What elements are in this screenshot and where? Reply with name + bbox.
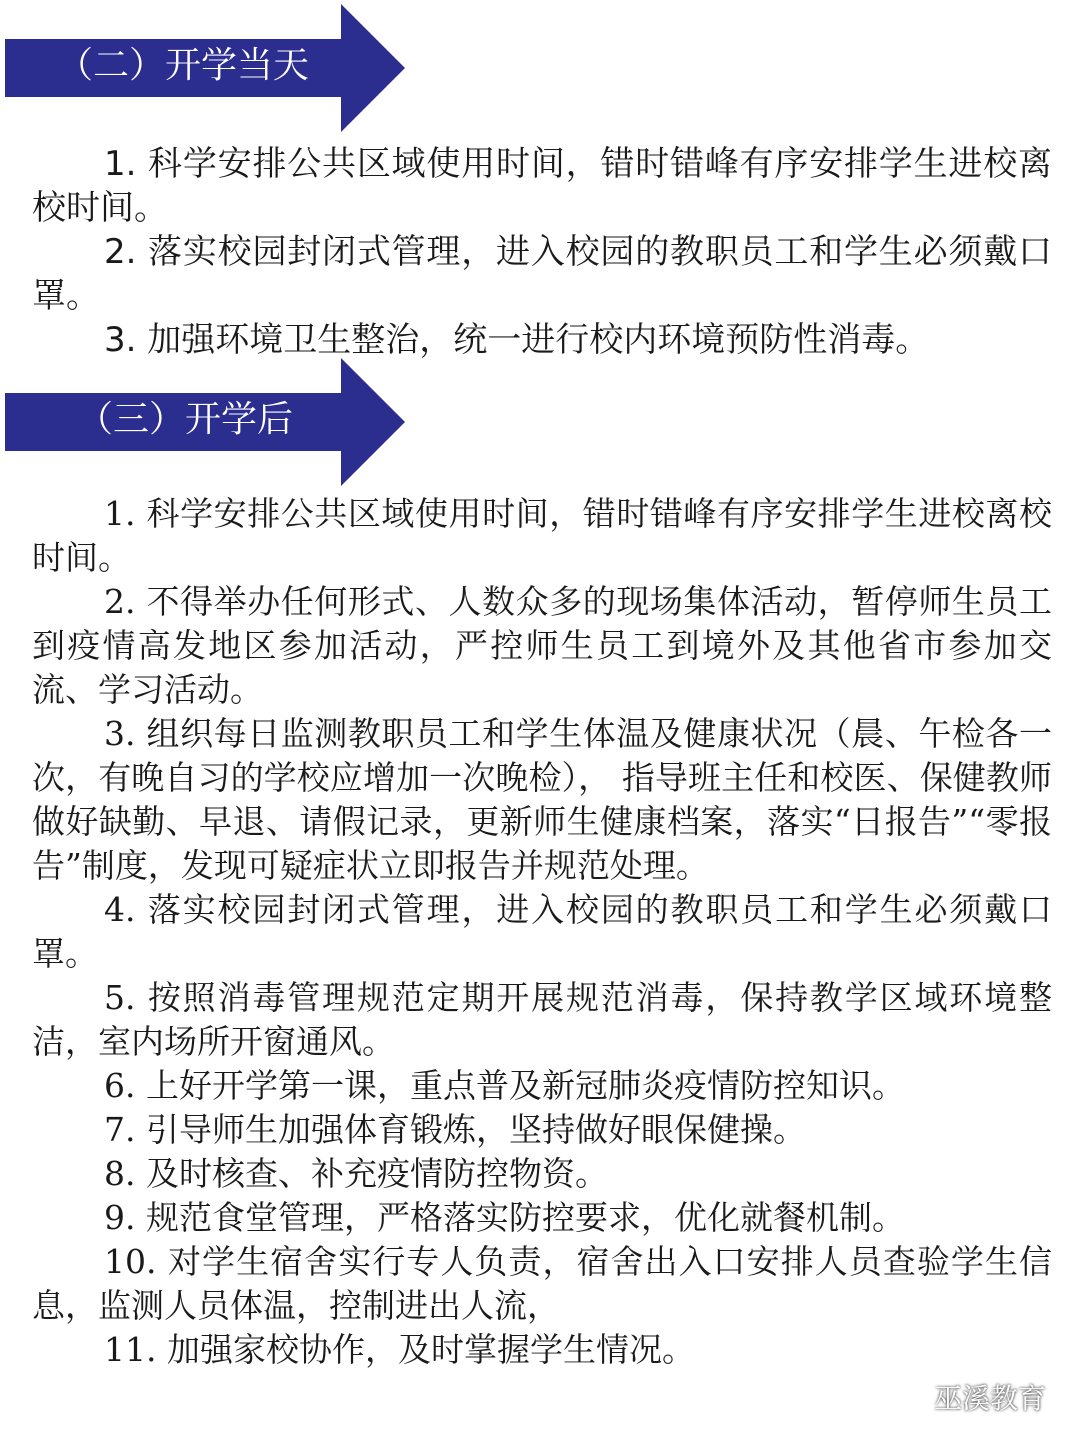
list-item: 2. 落实校园封闭式管理，进入校园的教职员工和学生必须戴口罩。	[32, 232, 1052, 316]
list-item: 8. 及时核查、补充疫情防控物资。	[104, 1154, 608, 1193]
list-item: 10. 对学生宿舍实行专人负责，宿舍出入口安排人员查验学生信息，监测人员体温，控制进出人流，	[32, 1242, 1052, 1325]
banner-title: （二）开学当天	[57, 45, 310, 86]
wechat-icon	[892, 1379, 926, 1416]
watermark-text: 巫溪教育	[933, 1382, 1046, 1415]
section-banner-after-opening	[5, 358, 405, 486]
list-item: 6. 上好开学第一课，重点普及新冠肺炎疫情防控知识。	[104, 1066, 905, 1105]
list-item: 4. 落实校园封闭式管理，进入校园的教职员工和学生必须戴口罩。	[32, 890, 1052, 973]
watermark	[892, 1377, 1046, 1417]
opening-day-list	[32, 142, 1052, 362]
list-item: 11. 加强家校协作，及时掌握学生情况。	[104, 1330, 695, 1369]
list-item: 3. 加强环境卫生整治，统一进行校内环境预防性消毒。	[104, 320, 930, 360]
list-item: 1. 科学安排公共区域使用时间，错时错峰有序安排学生进校离校时间。	[32, 494, 1052, 577]
list-item: 1. 科学安排公共区域使用时间，错时错峰有序安排学生进校离校时间。	[32, 144, 1052, 228]
section-banner-opening-day	[5, 4, 405, 132]
list-item: 7. 引导师生加强体育锻炼，坚持做好眼保健操。	[104, 1110, 806, 1149]
list-item: 5. 按照消毒管理规范定期开展规范消毒，保持教学区域环境整洁，室内场所开窗通风。	[32, 978, 1052, 1061]
banner-title: （三）开学后	[77, 399, 294, 440]
after-opening-list	[32, 492, 1052, 1372]
list-item: 2. 不得举办任何形式、人数众多的现场集体活动，暂停师生员工到疫情高发地区参加活动，严控师生员工到境外及其他省市参加交流、学习活动。	[32, 582, 1052, 709]
list-item: 9. 规范食堂管理，严格落实防控要求，优化就餐机制。	[104, 1198, 905, 1237]
list-item: 3. 组织每日监测教职员工和学生体温及健康状况（晨、午检各一次，有晚自习的学校应增加一次晚检）， 指导班主任和校医、保健教师做好缺勤、早退、请假记录，更新师生健康档案，落实“日报告”“零报告”制度，发现可疑症状立即报告并规范处理。	[32, 714, 1052, 885]
